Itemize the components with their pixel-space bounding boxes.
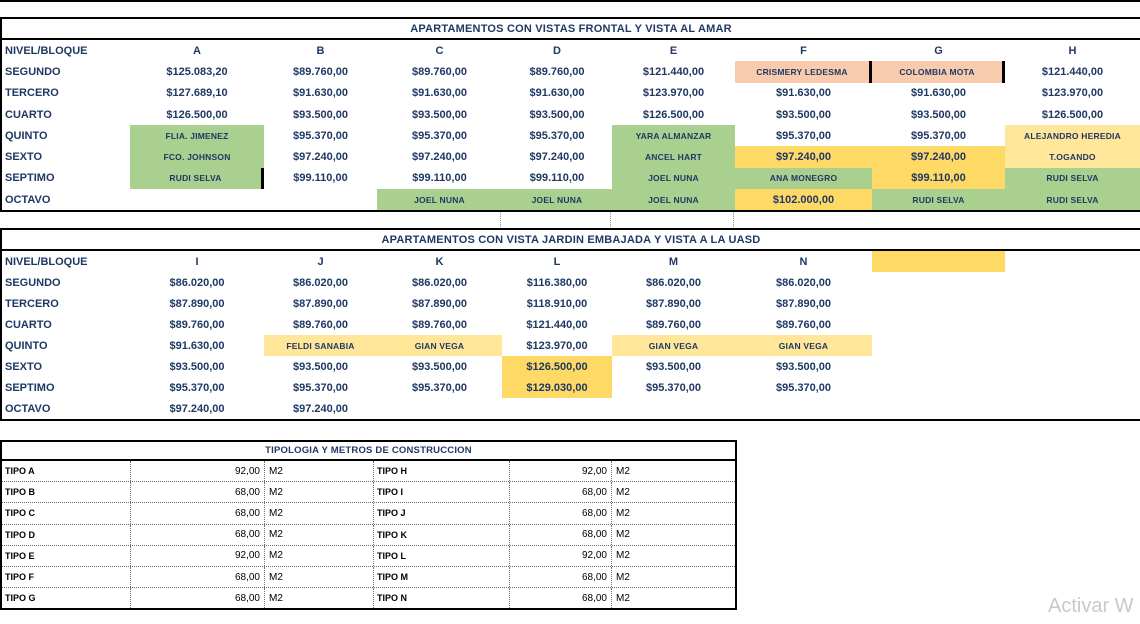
table-row — [2, 398, 1140, 419]
cell[interactable]: $93.500,00 — [529, 108, 585, 121]
cell[interactable]: $95.370,00 — [292, 381, 349, 394]
cell[interactable]: M2 — [611, 567, 735, 587]
table-row — [2, 293, 1140, 314]
cell[interactable]: RUDI SELVA — [130, 168, 264, 189]
cell[interactable]: TIPO M — [373, 567, 509, 587]
cell[interactable]: $99.110,00 — [412, 172, 467, 185]
cell[interactable]: $97.240,00 — [169, 402, 225, 415]
cell[interactable]: $93.500,00 — [292, 108, 349, 121]
cell[interactable]: $89.760,00 — [529, 65, 585, 78]
cell[interactable]: $121.440,00 — [526, 318, 588, 331]
cell[interactable]: $97.240,00 — [411, 151, 468, 164]
cell[interactable]: 68,00 — [509, 525, 611, 545]
cell[interactable]: $95.370,00 — [775, 129, 832, 142]
cell[interactable]: $95.370,00 — [411, 381, 468, 394]
table-title: APARTAMENTOS CON VISTA JARDIN EMBAJADA Y VISTA A LA UASD — [2, 230, 1140, 251]
cell[interactable]: C — [435, 44, 444, 57]
cell[interactable]: $95.370,00 — [169, 381, 225, 394]
table-row — [2, 272, 1140, 293]
cell[interactable]: M2 — [611, 588, 735, 608]
cell[interactable]: FLIA. JIMENEZ — [130, 125, 264, 146]
cell[interactable]: TIPO K — [373, 525, 509, 545]
row-label-cell[interactable]: CUARTO — [5, 318, 52, 331]
table-row — [2, 524, 735, 545]
cell[interactable]: RUDI SELVA — [1005, 168, 1140, 189]
cell[interactable]: $86.020,00 — [292, 276, 349, 289]
cell[interactable]: $99.110,00 — [529, 172, 585, 185]
table-row — [2, 146, 1140, 167]
row-label-cell[interactable]: OCTAVO — [5, 402, 51, 415]
cell[interactable]: $97.240,00 — [292, 402, 349, 415]
cell[interactable]: TIPO L — [373, 546, 509, 566]
cell[interactable]: M2 — [264, 546, 373, 566]
table-row — [2, 587, 735, 608]
cell[interactable]: M2 — [264, 588, 373, 608]
row-label-cell[interactable]: TERCERO — [5, 297, 59, 310]
cell[interactable]: COLOMBIA MOTA — [872, 61, 1005, 82]
cell[interactable]: M2 — [611, 503, 735, 523]
gridline-dotted — [610, 212, 611, 227]
row-label-cell[interactable]: TERCERO — [5, 87, 59, 100]
cell[interactable]: 92,00 — [130, 546, 264, 566]
table-row — [2, 314, 1140, 335]
cell[interactable]: $91.630,00 — [529, 87, 585, 100]
cell[interactable]: I — [195, 255, 199, 268]
cell[interactable]: $95.370,00 — [529, 129, 585, 142]
table-title: APARTAMENTOS CON VISTAS FRONTAL Y VISTA AL AMAR — [2, 19, 1140, 40]
cell[interactable] — [130, 189, 264, 210]
cell[interactable]: $121.440,00 — [642, 65, 705, 78]
cell[interactable]: GIAN VEGA — [612, 335, 735, 356]
table-vista-jardin-uasd — [0, 228, 1140, 421]
table-row — [2, 566, 735, 587]
cell[interactable]: $91.630,00 — [775, 87, 832, 100]
cell[interactable]: TIPO J — [373, 503, 509, 523]
cell[interactable]: $93.500,00 — [411, 360, 468, 373]
row-label-cell[interactable]: NIVEL/BLOQUE — [5, 44, 88, 57]
cell[interactable]: $95.370,00 — [775, 381, 832, 394]
cell[interactable]: $93.500,00 — [411, 108, 468, 121]
cell[interactable]: G — [934, 44, 943, 57]
cell[interactable]: $95.370,00 — [411, 129, 468, 142]
cell[interactable]: $91.630,00 — [292, 87, 349, 100]
cell[interactable]: FELDI SANABIA — [264, 335, 377, 356]
cell[interactable]: E — [669, 44, 678, 57]
cell[interactable]: ALEJANDRO HEREDIA — [1005, 125, 1140, 146]
cell[interactable]: T.OGANDO — [1005, 146, 1140, 167]
row-label-cell[interactable]: SEPTIMO — [5, 172, 55, 185]
cell[interactable]: ANA MONEGRO — [735, 168, 872, 189]
table-body — [2, 40, 1140, 210]
cell[interactable]: J — [317, 255, 324, 268]
cell[interactable]: $86.020,00 — [775, 276, 832, 289]
windows-activation-watermark: Activar W — [1048, 595, 1134, 617]
cell[interactable]: 68,00 — [509, 503, 611, 523]
cell[interactable]: $126.500,00 — [502, 356, 612, 377]
cell[interactable]: $87.890,00 — [645, 297, 702, 310]
table-row — [2, 377, 1140, 398]
table-row — [2, 83, 1140, 104]
cell[interactable]: TIPO N — [373, 588, 509, 608]
cell[interactable]: $99.110,00 — [293, 172, 348, 185]
cell[interactable]: $118.910,00 — [526, 297, 588, 310]
cell[interactable]: $121.440,00 — [1041, 65, 1104, 78]
table-body — [2, 251, 1140, 419]
cell[interactable]: JOEL NUNA — [502, 189, 612, 210]
table-row — [2, 189, 1140, 210]
cell[interactable]: M2 — [264, 482, 373, 502]
row-label-cell[interactable]: TIPO F — [5, 572, 34, 583]
cell[interactable]: $95.370,00 — [645, 381, 702, 394]
cell[interactable]: M2 — [611, 482, 735, 502]
row-label-cell[interactable]: CUARTO — [5, 108, 52, 121]
cell[interactable]: A — [193, 44, 201, 57]
gridline-dotted — [500, 212, 501, 227]
row-label-cell[interactable]: TIPO B — [5, 487, 36, 498]
cell[interactable]: $93.500,00 — [169, 360, 225, 373]
table-row — [2, 461, 735, 481]
cell[interactable]: M — [668, 255, 679, 268]
cell[interactable]: $123.970,00 — [642, 87, 705, 100]
cell[interactable]: CRISMERY LEDESMA — [735, 61, 872, 82]
cell[interactable]: 68,00 — [130, 525, 264, 545]
cell[interactable]: $89.760,00 — [292, 318, 349, 331]
cell[interactable]: D — [553, 44, 561, 57]
cell[interactable]: $123.970,00 — [1041, 87, 1104, 100]
row-label-cell[interactable]: NIVEL/BLOQUE — [5, 255, 88, 268]
cell[interactable]: $97.240,00 — [529, 151, 585, 164]
cell[interactable]: M2 — [264, 461, 373, 481]
cell[interactable]: $91.630,00 — [910, 87, 967, 100]
cell[interactable]: $89.760,00 — [169, 318, 225, 331]
cell[interactable]: $97.240,00 — [872, 146, 1005, 167]
cell[interactable]: $89.760,00 — [411, 318, 468, 331]
row-label-cell[interactable]: TIPO G — [5, 593, 36, 604]
table-row — [2, 335, 1140, 356]
cell[interactable] — [872, 251, 1005, 272]
cell[interactable]: H — [1068, 44, 1077, 57]
cell[interactable]: 92,00 — [130, 461, 264, 481]
cell[interactable]: $93.500,00 — [910, 108, 967, 121]
cell[interactable]: $86.020,00 — [169, 276, 225, 289]
cell[interactable]: TIPO H — [373, 461, 509, 481]
gridline-dotted — [733, 212, 734, 227]
cell[interactable]: 68,00 — [130, 567, 264, 587]
cell[interactable]: $123.970,00 — [526, 339, 588, 352]
cell[interactable]: JOEL NUNA — [612, 168, 735, 189]
cell[interactable]: F — [800, 44, 807, 57]
cell[interactable]: $87.890,00 — [775, 297, 832, 310]
row-label-cell[interactable]: TIPO E — [5, 550, 35, 561]
cell[interactable]: $87.890,00 — [411, 297, 468, 310]
cell[interactable]: 92,00 — [509, 461, 611, 481]
cell[interactable] — [264, 189, 377, 210]
cell[interactable]: M2 — [264, 567, 373, 587]
row-label-cell[interactable]: QUINTO — [5, 339, 48, 352]
cell[interactable]: $95.370,00 — [292, 129, 349, 142]
table-vistas-frontal-mar — [0, 17, 1140, 212]
cell[interactable]: M2 — [264, 503, 373, 523]
cell[interactable]: $93.500,00 — [292, 360, 349, 373]
cell[interactable]: TIPO I — [373, 482, 509, 502]
cell[interactable]: $89.760,00 — [292, 65, 349, 78]
row-label-cell[interactable]: TIPO D — [5, 529, 36, 540]
table-row — [2, 502, 735, 523]
cell[interactable]: $93.500,00 — [775, 108, 832, 121]
cell[interactable]: $126.500,00 — [1041, 108, 1104, 121]
table-row — [2, 168, 1140, 189]
cell[interactable]: $125.083,20 — [166, 65, 228, 78]
cell[interactable]: M2 — [611, 525, 735, 545]
cell[interactable]: $99.110,00 — [872, 168, 1005, 189]
cell[interactable]: 68,00 — [130, 503, 264, 523]
cell[interactable]: $97.240,00 — [735, 146, 872, 167]
cell[interactable]: $87.890,00 — [292, 297, 349, 310]
cell[interactable]: 68,00 — [509, 482, 611, 502]
cell[interactable]: $93.500,00 — [645, 360, 702, 373]
cell[interactable]: 92,00 — [509, 546, 611, 566]
cell[interactable]: 68,00 — [130, 482, 264, 502]
table-row — [2, 545, 735, 566]
cell[interactable] — [1005, 251, 1140, 272]
row-label-cell[interactable]: SEXTO — [5, 151, 43, 164]
cell[interactable]: RUDI SELVA — [872, 189, 1005, 210]
cell[interactable]: $86.020,00 — [645, 276, 702, 289]
cell[interactable]: L — [553, 255, 561, 268]
cell[interactable]: $116.380,00 — [526, 276, 588, 289]
top-border-line — [0, 0, 1140, 2]
table-row — [2, 40, 1140, 61]
cell[interactable]: $91.630,00 — [169, 339, 225, 352]
row-label-cell[interactable]: TIPO A — [5, 466, 35, 477]
cell[interactable]: GIAN VEGA — [735, 335, 872, 356]
row-label-cell[interactable]: TIPO C — [5, 508, 36, 519]
row-label-cell[interactable]: OCTAVO — [5, 193, 51, 206]
cell[interactable]: 68,00 — [509, 567, 611, 587]
cell[interactable]: $93.500,00 — [775, 360, 832, 373]
cell[interactable]: 68,00 — [509, 588, 611, 608]
table-row — [2, 356, 1140, 377]
row-label-cell[interactable]: QUINTO — [5, 129, 48, 142]
cell[interactable]: YARA ALMANZAR — [612, 125, 735, 146]
row-label-cell[interactable]: SEPTIMO — [5, 381, 55, 394]
cell[interactable]: $89.760,00 — [411, 65, 468, 78]
row-label-cell[interactable]: SEGUNDO — [5, 65, 61, 78]
cell[interactable]: JOEL NUNA — [377, 189, 502, 210]
cell[interactable]: M2 — [264, 525, 373, 545]
cell[interactable]: $127.689,10 — [166, 87, 228, 100]
table-tipologia-metros — [0, 440, 737, 610]
table-row — [2, 125, 1140, 146]
cell[interactable]: $86.020,00 — [411, 276, 468, 289]
table-title: TIPOLOGIA Y METROS DE CONSTRUCCION — [2, 442, 735, 461]
row-label-cell[interactable]: SEXTO — [5, 360, 43, 373]
cell[interactable]: N — [799, 255, 808, 268]
cell[interactable]: K — [435, 255, 444, 268]
cell[interactable]: $129.030,00 — [502, 377, 612, 398]
cell[interactable]: $91.630,00 — [411, 87, 468, 100]
cell[interactable]: ANCEL HART — [612, 146, 735, 167]
cell[interactable]: JOEL NUNA — [612, 189, 735, 210]
table-row — [2, 61, 1140, 82]
table-row — [2, 481, 735, 502]
cell[interactable]: $95.370,00 — [910, 129, 967, 142]
cell[interactable]: FCO. JOHNSON — [130, 146, 264, 167]
cell[interactable]: $97.240,00 — [292, 151, 349, 164]
cell[interactable]: RUDI SELVA — [1005, 189, 1140, 210]
cell[interactable]: M2 — [611, 546, 735, 566]
cell[interactable]: $89.760,00 — [645, 318, 702, 331]
table-body — [2, 461, 735, 608]
cell[interactable]: $126.500,00 — [642, 108, 705, 121]
cell[interactable]: $87.890,00 — [169, 297, 225, 310]
cell[interactable]: GIAN VEGA — [377, 335, 502, 356]
table-row — [2, 251, 1140, 272]
cell[interactable]: $126.500,00 — [166, 108, 228, 121]
cell[interactable]: $89.760,00 — [775, 318, 832, 331]
cell[interactable]: B — [316, 44, 325, 57]
table-row — [2, 104, 1140, 125]
cell[interactable]: $102.000,00 — [735, 189, 872, 210]
row-label-cell[interactable]: SEGUNDO — [5, 276, 61, 289]
cell[interactable]: 68,00 — [130, 588, 264, 608]
cell[interactable]: M2 — [611, 461, 735, 481]
